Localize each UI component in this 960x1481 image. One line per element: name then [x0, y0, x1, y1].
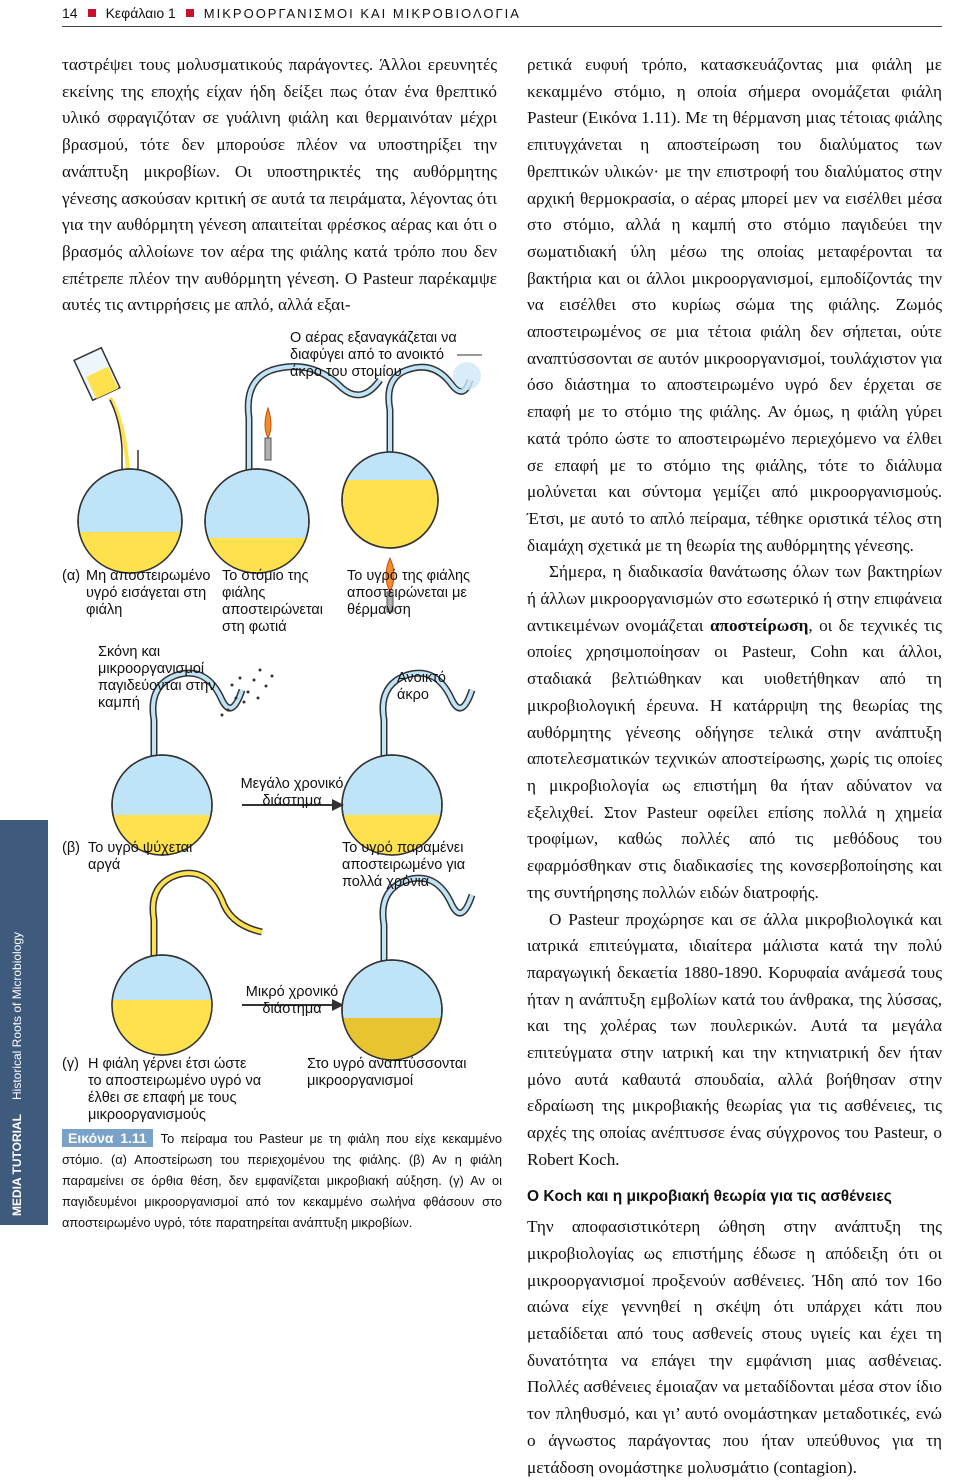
media-tutorial-label: MEDIA TUTORIAL: [10, 1114, 24, 1216]
paragraph: Ο Pasteur προχώρησε και σε άλλα μικροβιολογικά και ιατρικά επιτεύγματα, ιδιαίτερα μάλιστα κατά την πολύ παραγωγική δεκαετία 1880-1890. Κορυφαία ανάμεσά τους ήταν η ανάπτυξη εμβολίων κατά του άνθρακα, της λύσσας, και της χολέρας των πουλερικών. Αυτά τα μεγάλα επιτεύγματα στην ιατρική και την κτηνιατρική δεν ήταν μόνο αυτά καθαυτά σπουδαία, αλλά βοήθησαν στην εδραίωση της μικροβιακής θεωρίας για τις ασθένειες, τις αρχές της οποίας ανέπτυσσε ένας σύγχρονος του Pasteur, ο Robert Koch.: [527, 909, 942, 1169]
figure-pasteur-flask: [62, 300, 502, 1130]
label-air-escape: Ο αέρας εξαναγκάζεται να διαφύγει από το ανοικτό άκρο του στομίου: [290, 330, 457, 380]
label-c: Η φιάλη γέρνει έτσι ώστε το αποστειρωμένο υγρό να έλθει σε επαφή με τους μικροοργανισμούς: [88, 1056, 262, 1123]
right-column: [527, 52, 942, 1481]
page-number: 14: [62, 5, 78, 21]
label-a-marker: (α): [62, 568, 81, 584]
media-tutorial-sidebar: [0, 820, 48, 1225]
label-short-time: Μικρό χρονικό διάστημα: [245, 984, 339, 1017]
caption-text: Το πείραμα του Pasteur με τη φιάλη που είχε κεκαμμένο στόμιο. (α) Αποστείρωση του περιεχομένου της φιάλης. (β) Αν η φιάλη παραμείνει σε όρθια θέση, δεν εμφανίζεται μικροβιακή αύξηση. (γ) Αν οι παγιδευμένοι μικροοργανισμοί από τον κεκαμμένο σωλήνα φθάσουν στο αποστειρωμένο υγρό, τότε παρατηρείται ανάπτυξη μικροβίων.: [62, 1131, 502, 1230]
label-remains-sterile: Το υγρό παραμένει αποστειρωμένο για πολλά χρόνια: [342, 840, 466, 890]
sidebar-topic: Historical Roots of Microbiology: [10, 931, 24, 1100]
label-dust-trapped: Σκόνη και μικροοργανισμοί παγιδεύονται στην καμπή: [98, 644, 216, 711]
sidebar-label: [10, 932, 24, 1216]
flask-c1: [107, 873, 344, 1060]
paragraph: Σήμερα, η διαδικασία θανάτωσης όλων των βακτηρίων ή άλλων μικροοργανισμών στο εσωτερικό ή στην επιφάνεια αντικειμένων ονομάζεται αποστείρωση, οι δε τεχνικές τις οποίες χρησιμοποίησαν οι Pasteur, Cohn και άλλοι, σταδιακά βελτιώθηκαν και υιοθετήθηκαν από τη μικροβιολογική έρευνα. Η κατάρριψη της θεωρίας της αυθόρμητης γένεσης οδήγησε τελικά στην ανάπτυξη αποτελεσματικών τεχνικών αποστείρωσης, χωρίς τις οποίες η μικροβιολογία ως επιστήμη θα ήταν αδύνατον να εξελιχθεί. Στον Pasteur οφείλει επίσης πολλά η χημεία τροφίμων, καθώς πολλές από τις μεθόδους του εφαρμόσθηκαν στις διαδικασίες της κονσερβοποίησης και της συντήρησης πολλών ειδών διατροφής.: [527, 562, 942, 902]
section-heading: Ο Koch και η μικροβιακή θεωρία για τις ασθένειες: [527, 1187, 892, 1205]
label-open-end: Ανοικτό άκρο: [397, 670, 446, 703]
square-bullet-icon: [186, 9, 194, 17]
figure-badge: Εικόνα 1.11: [62, 1129, 153, 1147]
label-neck-sterilized: Το στόμιο της φιάλης αποστειρώνεται στη φωτιά: [222, 568, 324, 635]
square-bullet-icon: [88, 9, 96, 17]
label-microbes-grow: Στο υγρό αναπτύσσονται μικροοργανισμοί: [307, 1056, 467, 1089]
figure-caption: [62, 1128, 502, 1233]
label-a: Μη αποστειρωμένο υγρό εισάγεται στη φιάλη: [86, 568, 211, 618]
label-c-marker: (γ): [62, 1056, 79, 1072]
chapter-title: ΜΙΚΡΟΟΡΓΑΝΙΣΜΟΙ ΚΑΙ ΜΙΚΡΟΒΙΟΛΟΓΙΑ: [203, 5, 521, 21]
flask-a1: [72, 348, 192, 582]
label-long-time: Μεγάλο χρονικό διάστημα: [240, 776, 344, 809]
label-liquid-heated: Το υγρό της φιάλης αποστειρώνεται με θέρμανση: [347, 568, 470, 618]
left-column: [62, 52, 497, 319]
paragraph: Την αποφασιστικότερη ώθηση στην ανάπτυξη της μικροβιολογίας ως επιστήμης έδωσε η απόδειξη ότι οι μικροοργανισμοί προξενούν ασθένειες. Ήδη από τον 16ο αιώνα είχε γεννηθεί η σκέψη ότι υπάρχει κάτι που μεταδίδεται από τους ασθενείς στους υγιείς και έχει τη δυνατότητα να επάγει την εμφάνιση μιας ασθένειας. Πολλές ασθένειες έμοιαζαν να μεταδίδονται μέσα στον ίδιο τον πληθυσμό, και γι’ αυτό ονομάστηκαν μεταδοτικές, ενώ ο άγνωστος παράγοντας που ήταν υπεύθυνος για τη μετάδοση ονομάστηκε μολυσμάτιο (contagion).: [527, 1217, 942, 1477]
paragraph: ταστρέψει τους μολυσματικούς παράγοντες. Άλλοι ερευνητές εκείνης της εποχής είχαν ήδη δείξει πως όταν ένα θρεπτικό υλικό σφραγιζόταν σε γυάλινη φιάλη και θερμαινόταν μέχρι βρασμού, τότε δεν μπορούσε πλέον να υποστηρίξει την ανάπτυξη μικροβίων. Οι υποστηρικτές της αυθόρμητης γένεσης ασκούσαν κριτική σε αυτά τα πειράματα, λέγοντας ότι για την αυθόρμητη γένεση απαιτείται φρέσκος αέρας και ότι ο βρασμός αλλοίωνε τον αέρα της φιάλης κατά τρόπο που δεν επέτρεπε πλέον την αυθόρμητη γένεση. Ο Pasteur παρέκαμψε αυτές τις αντιρρήσεις με απλό, αλλά εξαι-: [62, 55, 497, 315]
chapter-label: Κεφάλαιο 1: [105, 5, 176, 21]
label-b-marker: (β): [62, 840, 80, 856]
flask-c2: [337, 878, 472, 1063]
label-b: Το υγρό ψύχεται αργά: [88, 840, 193, 873]
page-header: [62, 0, 942, 27]
paragraph: ρετικά ευφυή τρόπο, κατασκευάζοντας μια φιάλη με κεκαμμένο στόμιο, η οποία σήμερα ονομάζεται φιάλη Pasteur (Εικόνα 1.11). Με τη θέρμανση μιας τέτοιας φιάλης επιτυγχάνεται η αποστείρωση του διαλύματος των θρεπτικών υλικών· με την επιστροφή του διαλύματος στην αρχική θερμοκρασία, ο αέρας μπορεί μεν να εισέλθει μέσα στο στόμιο, αλλά η καμπή στο στόμιο παγιδεύει την σωματιδιακή ύλη μέσω της οποίας μεταφέρονται τα βακτήρια και οι άλλοι μικροοργανισμοί, εμποδίζοντάς την να εισέλθει στο κυρίως σώμα της φιάλης. Ζωμός αποστειρωμένος σε μια τέτοια φιάλη δεν σήπεται, ούτε αναπτύσσονται σε αυτόν μικροοργανισμοί, τουλάχιστον για όσο διάστημα το αποστειρωμένο υγρό δεν έρχεται σε επαφή με το στόμιο της φιάλης. Αν όμως, η φιάλη γύρει κατά τρόπο ώστε το αποστειρωμένο περιεχόμενο να έλθει σε επαφή με το στόμιο της φιάλης, τότε το διάλυμα μολύνεται και σύντομα γεμίζει από μικροοργανισμούς. Έτσι, με αυτό το απλό πείραμα, τέθηκε οριστικά τέλος στη διαμάχη σχετικά με τη θεωρία της αυθόρμητης γένεσης.: [527, 55, 942, 555]
term-sterilization: αποστείρωση: [709, 615, 809, 635]
